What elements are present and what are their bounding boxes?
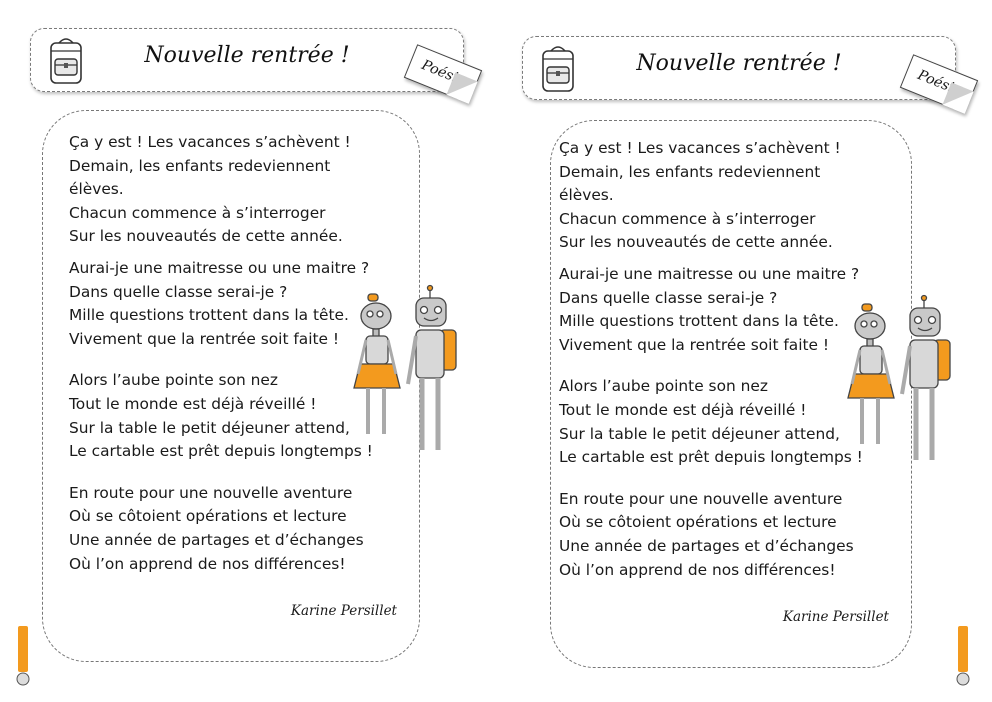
poem-line: Aurai-je une maitresse ou une maitre ? <box>559 264 860 283</box>
poem-line: Vivement que la rentrée soit faite ! <box>559 335 830 354</box>
poem-line: Tout le monde est déjà réveillé ! <box>559 400 807 419</box>
poem-line: élèves. <box>69 180 124 199</box>
poem-line: En route pour une nouvelle aventure <box>559 489 843 508</box>
poem-line: Où se côtoient opérations et lecture <box>559 513 837 532</box>
poem-line: Où l’on apprend de nos différences! <box>69 554 346 573</box>
poem-line: Mille questions trottent dans la tête. <box>69 306 349 325</box>
poem-line: Dans quelle classe serai-je ? <box>69 282 288 301</box>
backpack-icon <box>45 35 87 87</box>
poem-line: Sur les nouveautés de cette année. <box>559 233 833 252</box>
poem-line: Sur les nouveautés de cette année. <box>69 227 343 246</box>
poem-line: Dans quelle classe serai-je ? <box>559 288 778 307</box>
poem-line: Aurai-je une maitresse ou une maitre ? <box>69 258 370 277</box>
poem-line: Chacun commence à s’interroger <box>69 203 326 222</box>
poesie-tag: Poésie <box>900 54 978 114</box>
side-logo <box>956 626 970 688</box>
title-banner <box>30 28 464 92</box>
poem-line: Chacun commence à s’interroger <box>559 209 816 228</box>
poem-line: Demain, les enfants redeviennent <box>559 162 821 181</box>
poem-line: Ça y est ! Les vacances s’achèvent ! <box>69 133 351 151</box>
poem-line: Le cartable est prêt depuis longtemps ! <box>69 442 373 461</box>
poem-line: Une année de partages et d’échanges <box>559 536 854 555</box>
poem-line: Une année de partages et d’échanges <box>69 530 364 549</box>
robot-kids-illustration <box>846 294 954 474</box>
page-title: Nouvelle rentrée ! <box>636 51 842 76</box>
poem-line: élèves. <box>559 186 614 205</box>
backpack-icon <box>537 43 579 95</box>
poem-line: Où se côtoient opérations et lecture <box>69 507 347 526</box>
stanza-1 <box>69 131 409 249</box>
page-title: Nouvelle rentrée ! <box>144 43 350 68</box>
poem-line: Sur la table le petit déjeuner attend, <box>559 424 840 443</box>
stanza-4 <box>69 482 409 576</box>
stanza-1 <box>559 137 899 255</box>
stanza-4 <box>559 488 899 582</box>
poesie-tag: Poésie <box>404 44 482 104</box>
poem-line: Mille questions trottent dans la tête. <box>559 312 839 331</box>
title-banner <box>522 36 956 100</box>
poem-line: Ça y est ! Les vacances s’achèvent ! <box>559 139 841 157</box>
poem-line: Vivement que la rentrée soit faite ! <box>69 329 340 348</box>
poem-line: Alors l’aube pointe son nez <box>69 371 278 390</box>
side-logo <box>16 626 30 688</box>
poem-line: Le cartable est prêt depuis longtemps ! <box>559 448 863 467</box>
robot-kids-illustration <box>352 284 460 464</box>
author-signature: Karine Persillet <box>782 609 889 625</box>
author-signature: Karine Persillet <box>290 603 397 619</box>
poem-line: Demain, les enfants redeviennent <box>69 156 331 175</box>
poem-line: Tout le monde est déjà réveillé ! <box>69 394 317 413</box>
poem-sheet-right <box>492 0 988 702</box>
poem-line: En route pour une nouvelle aventure <box>69 483 353 502</box>
poem-line: Alors l’aube pointe son nez <box>559 377 768 396</box>
poem-line: Sur la table le petit déjeuner attend, <box>69 418 350 437</box>
poem-line: Où l’on apprend de nos différences! <box>559 560 836 579</box>
